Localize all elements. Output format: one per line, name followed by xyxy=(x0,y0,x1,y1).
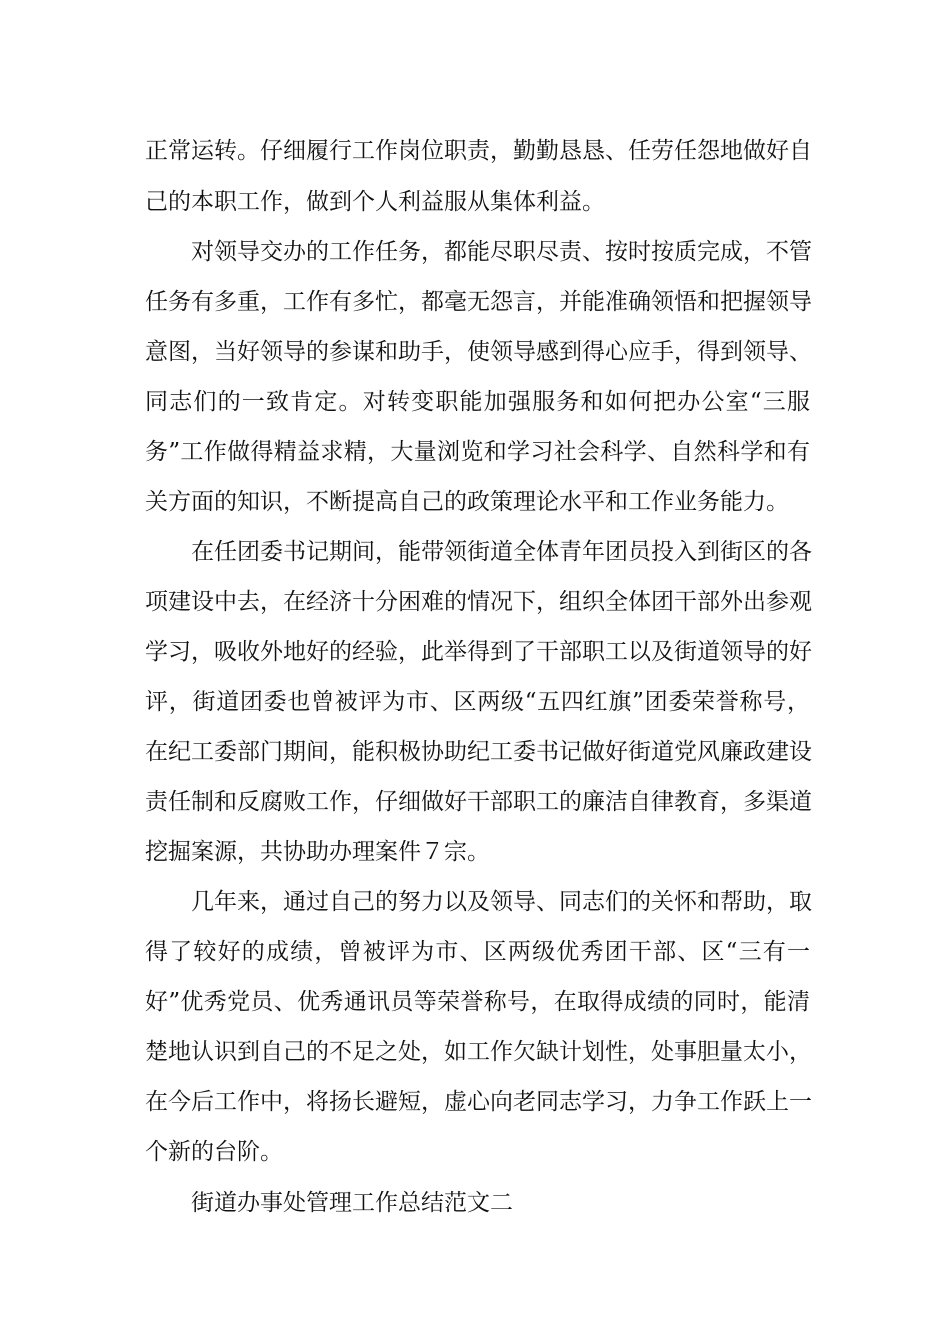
text-line-1: 正常运转。仔细履行工作岗位职责，勤勤恳恳、任劳任怨地做好自 xyxy=(145,138,812,164)
text-line-19: 楚地认识到自己的不足之处，如工作欠缺计划性，处事胆量太小， xyxy=(145,1039,812,1065)
text-line-20: 在今后工作中，将扬长避短，虚心向老同志学习，力争工作跃上一 xyxy=(145,1089,812,1115)
text-line-13: 在纪工委部门期间，能积极协助纪工委书记做好街道党风廉政建设 xyxy=(145,739,812,765)
text-line-6: 同志们的一致肯定。对转变职能加强服务和如何把办公室“三服 xyxy=(145,389,810,415)
text-line-14: 责任制和反腐败工作，仔细做好干部职工的廉洁自律教育，多渠道 xyxy=(145,789,812,815)
text-line-10: 项建设中去，在经济十分困难的情况下，组织全体团干部外出参观 xyxy=(145,589,812,615)
text-line-8: 关方面的知识，不断提高自己的政策理论水平和工作业务能力。 xyxy=(145,489,789,515)
text-line-2: 己的本职工作，做到个人利益服从集体利益。 xyxy=(145,189,605,215)
section-heading: 街道办事处管理工作总结范文二 xyxy=(191,1190,513,1216)
text-line-18: 好”优秀党员、优秀通讯员等荣誉称号，在取得成绩的同时，能清 xyxy=(145,989,810,1015)
text-line-9: 在任团委书记期间，能带领街道全体青年团员投入到街区的各 xyxy=(191,539,812,565)
text-line-4: 任务有多重，工作有多忙，都毫无怨言，并能准确领悟和把握领导 xyxy=(145,289,812,315)
text-line-11: 学习，吸收外地好的经验，此举得到了干部职工以及街道领导的好 xyxy=(145,639,812,665)
text-line-15: 挖掘案源，共协助办理案件７宗。 xyxy=(145,839,490,865)
text-line-5: 意图，当好领导的参谋和助手，使领导感到得心应手，得到领导、 xyxy=(145,339,812,365)
text-line-12: 评，街道团委也曾被评为市、区两级“五四红旗”团委荣誉称号， xyxy=(145,689,810,715)
text-line-7: 务”工作做得精益求精，大量浏览和学习社会科学、自然科学和有 xyxy=(145,439,810,465)
text-line-16: 几年来，通过自己的努力以及领导、同志们的关怀和帮助，取 xyxy=(191,889,812,915)
text-line-21: 个新的台阶。 xyxy=(145,1139,283,1165)
text-line-3: 对领导交办的工作任务，都能尽职尽责、按时按质完成，不管 xyxy=(191,239,812,265)
text-line-17: 得了较好的成绩，曾被评为市、区两级优秀团干部、区“三有一 xyxy=(145,939,810,965)
